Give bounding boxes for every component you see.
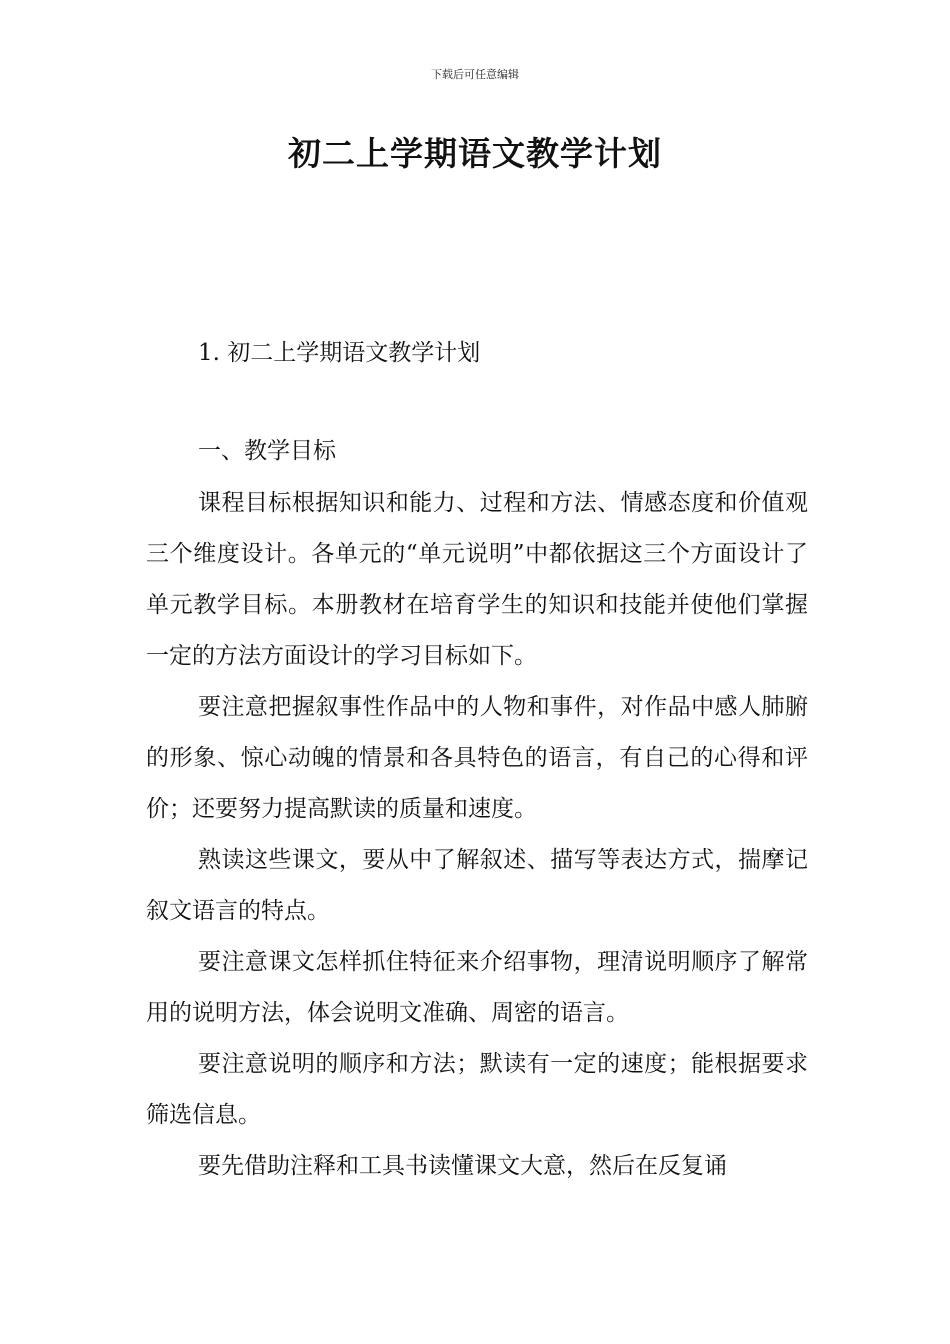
paragraph: 要先借助注释和工具书读懂课文大意，然后在反复诵 xyxy=(197,1153,727,1179)
document-title: 初二上学期语文教学计划 xyxy=(288,134,662,173)
paragraph: 要注意课文怎样抓住特征来介绍事物，理清说明顺序了解常用的说明方法，体会说明文准确、周密的语言。 xyxy=(146,949,808,1026)
body-text xyxy=(146,478,808,1192)
section-heading: 1. 初二上学期语文教学计划 xyxy=(198,340,481,366)
paragraph: 熟读这些课文，要从中了解叙述、描写等表达方式，揣摩记叙文语言的特点。 xyxy=(146,847,808,924)
paragraph: 要注意说明的顺序和方法；默读有一定的速度；能根据要求筛选信息。 xyxy=(146,1051,808,1128)
paragraph: 课程目标根据知识和能力、过程和方法、情感态度和价值观三个维度设计。各单元的“单元说明”中都依据这三个方面设计了单元教学目标。本册教材在培育学生的知识和技能并使他们掌握一定的方法方面设计的学习目标如下。 xyxy=(146,490,808,669)
subheading: 一、教学目标 xyxy=(198,438,336,464)
paragraph: 要注意把握叙事性作品中的人物和事件，对作品中感人肺腑的形象、惊心动魄的情景和各具特色的语言，有自己的心得和评价；还要努力提高默读的质量和速度。 xyxy=(146,694,808,822)
header-note: 下载后可任意编辑 xyxy=(431,68,519,81)
